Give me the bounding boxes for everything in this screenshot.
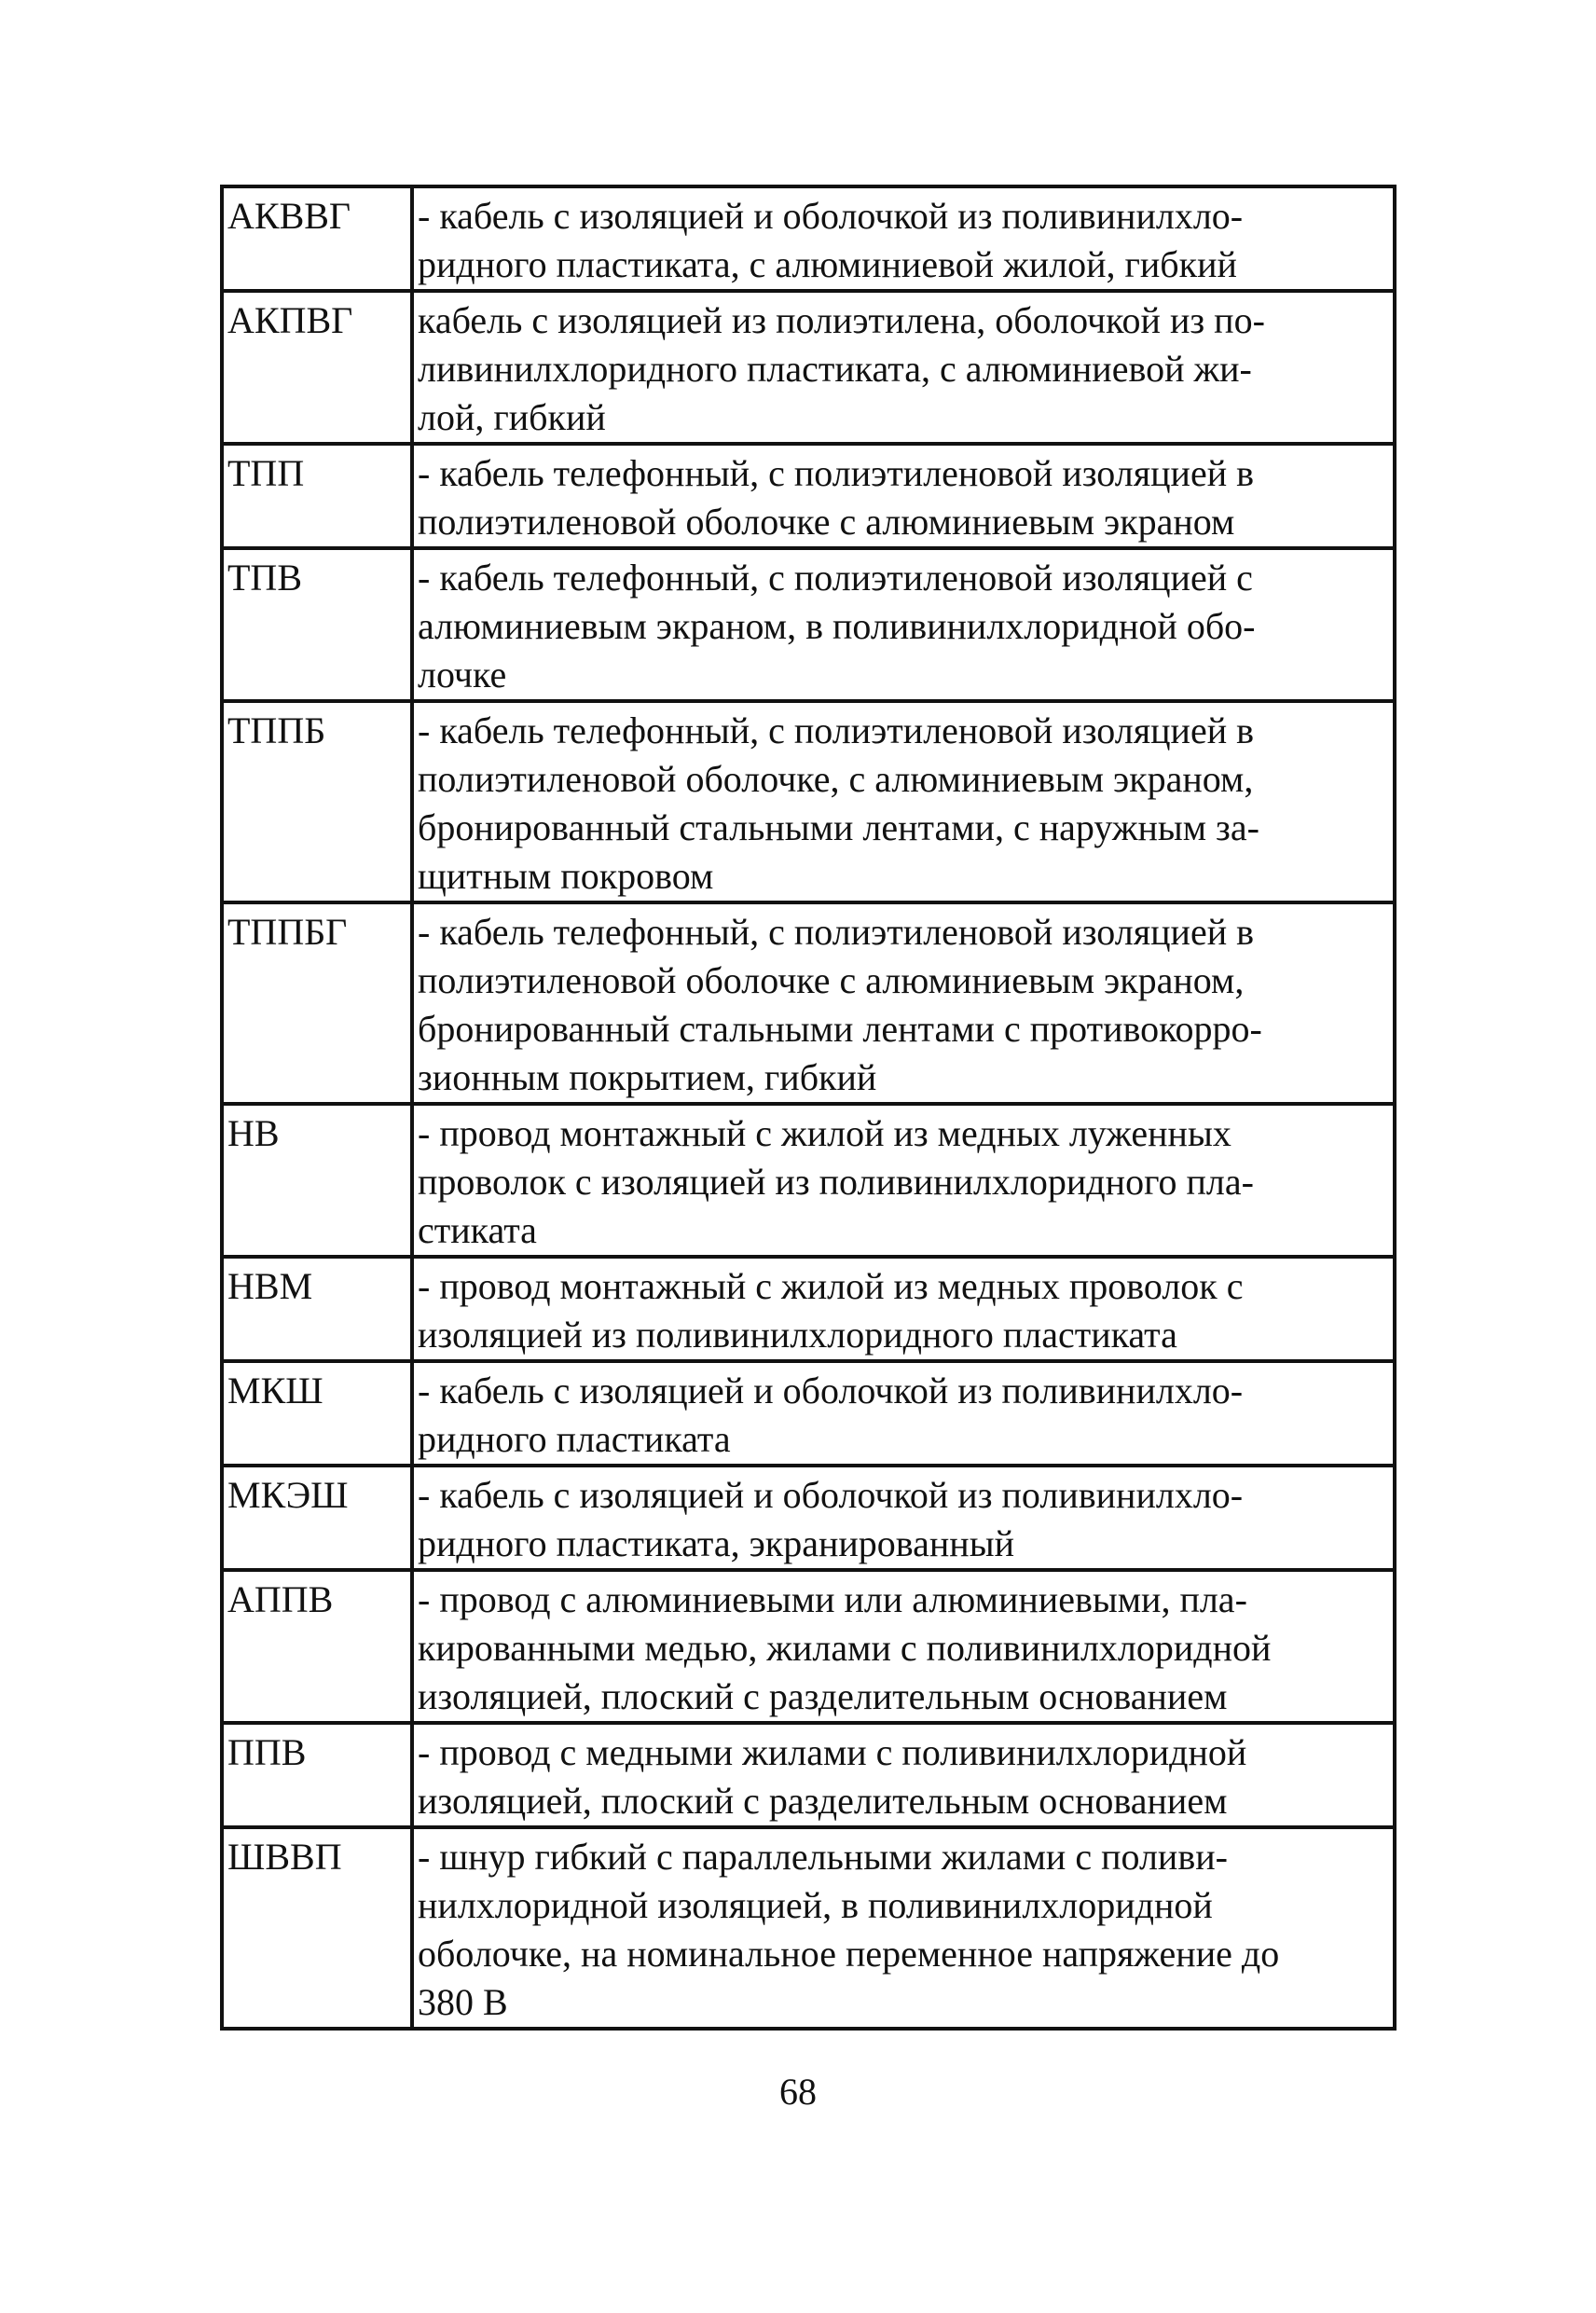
cable-description-cell — [412, 291, 1395, 444]
table-row — [222, 1361, 1395, 1466]
description-line: ливинилхлоридного пластиката, с алюминиевой жи- — [418, 348, 1252, 390]
description-line: полиэтиленовой оболочке с алюминиевым экраном — [418, 501, 1235, 543]
cable-description-cell — [412, 1723, 1395, 1827]
table-row — [222, 1723, 1395, 1827]
description-line: бронированный стальными лентами с противокорро- — [418, 1008, 1262, 1050]
description-line: - кабель с изоляцией и оболочкой из поливинилхло- — [418, 195, 1244, 237]
cable-code-cell: ППВ — [222, 1723, 412, 1827]
description-line: ридного пластиката, экранированный — [418, 1522, 1014, 1564]
description-line: полиэтиленовой оболочке, с алюминиевым экраном, — [418, 758, 1254, 800]
cable-description-cell — [412, 186, 1395, 291]
description-line: - кабель телефонный, с полиэтиленовой изоляцией в — [418, 452, 1254, 494]
description-line: щитным покровом — [418, 855, 714, 897]
cable-description-cell — [412, 1827, 1395, 2029]
description-line: полиэтиленовой оболочке с алюминиевым экраном, — [418, 959, 1245, 1001]
cable-code-cell: МКЭШ — [222, 1466, 412, 1570]
description-line: кабель с изоляцией из полиэтилена, оболочкой из по- — [418, 299, 1265, 341]
cable-code-cell: АППВ — [222, 1570, 412, 1723]
description-line: - кабель с изоляцией и оболочкой из поливинилхло- — [418, 1474, 1244, 1516]
description-line: стиката — [418, 1209, 537, 1251]
description-line: изоляцией, плоский с разделительным основанием — [418, 1675, 1228, 1717]
page-number: 68 — [779, 2071, 817, 2113]
description-line: - кабель телефонный, с полиэтиленовой изоляцией с — [418, 557, 1253, 599]
cable-code-cell: ТПВ — [222, 548, 412, 701]
cable-description-cell — [412, 444, 1395, 548]
cable-description-cell — [412, 548, 1395, 701]
cable-description-cell — [412, 701, 1395, 902]
description-line: - кабель с изоляцией и оболочкой из поливинилхло- — [418, 1370, 1244, 1411]
description-line: лой, гибкий — [418, 396, 606, 438]
table-row — [222, 1827, 1395, 2029]
table-row — [222, 444, 1395, 548]
description-line: 380 В — [418, 1981, 508, 2023]
cable-description-cell — [412, 1466, 1395, 1570]
description-line: - провод с алюминиевыми или алюминиевыми, пла- — [418, 1578, 1247, 1620]
table-row — [222, 701, 1395, 902]
description-line: - шнур гибкий с параллельными жилами с поливи- — [418, 1836, 1228, 1878]
cable-code-cell: ТППБГ — [222, 902, 412, 1104]
table-row — [222, 1104, 1395, 1257]
description-line: - провод монтажный с жилой из медных проволок с — [418, 1265, 1244, 1307]
description-line: изоляцией, плоский с разделительным основанием — [418, 1780, 1228, 1822]
table-row — [222, 548, 1395, 701]
description-line: - кабель телефонный, с полиэтиленовой изоляцией в — [418, 709, 1254, 751]
description-line: оболочке, на номинальное переменное напряжение до — [418, 1933, 1280, 1975]
description-line: проволок с изоляцией из поливинилхлоридного пла- — [418, 1161, 1254, 1203]
description-line: алюминиевым экраном, в поливинилхлоридной обо- — [418, 605, 1256, 647]
cable-description-cell — [412, 1361, 1395, 1466]
table-row — [222, 902, 1395, 1104]
cable-designation-table — [220, 185, 1396, 2031]
cable-code-cell: НВ — [222, 1104, 412, 1257]
cable-code-cell: ШВВП — [222, 1827, 412, 2029]
description-line: - провод с медными жилами с поливинилхлоридной — [418, 1731, 1247, 1773]
table-row — [222, 1466, 1395, 1570]
cable-code-cell: АКПВГ — [222, 291, 412, 444]
table-row — [222, 186, 1395, 291]
cable-code-cell: МКШ — [222, 1361, 412, 1466]
description-line: ридного пластиката, с алюминиевой жилой, гибкий — [418, 243, 1237, 285]
description-line: ридного пластиката — [418, 1418, 731, 1460]
cable-code-cell: ТППБ — [222, 701, 412, 902]
table-row — [222, 1257, 1395, 1361]
cable-description-cell — [412, 1257, 1395, 1361]
description-line: - кабель телефонный, с полиэтиленовой изоляцией в — [418, 911, 1254, 953]
description-line: нилхлоридной изоляцией, в поливинилхлоридной — [418, 1884, 1213, 1926]
description-line: изоляцией из поливинилхлоридного пластиката — [418, 1314, 1177, 1356]
cable-description-cell — [412, 1104, 1395, 1257]
cable-description-cell — [412, 902, 1395, 1104]
description-line: кированными медью, жилами с поливинилхлоридной — [418, 1627, 1272, 1669]
cable-code-cell: НВМ — [222, 1257, 412, 1361]
description-line: - провод монтажный с жилой из медных луженных — [418, 1112, 1231, 1154]
table-row — [222, 291, 1395, 444]
description-line: зионным покрытием, гибкий — [418, 1056, 877, 1098]
cable-description-cell — [412, 1570, 1395, 1723]
description-line: лочке — [418, 654, 507, 695]
cable-code-cell: АКВВГ — [222, 186, 412, 291]
table-row — [222, 1570, 1395, 1723]
cable-code-cell: ТПП — [222, 444, 412, 548]
cable-table-body — [222, 186, 1395, 2029]
description-line: бронированный стальными лентами, с наружным за- — [418, 806, 1259, 848]
